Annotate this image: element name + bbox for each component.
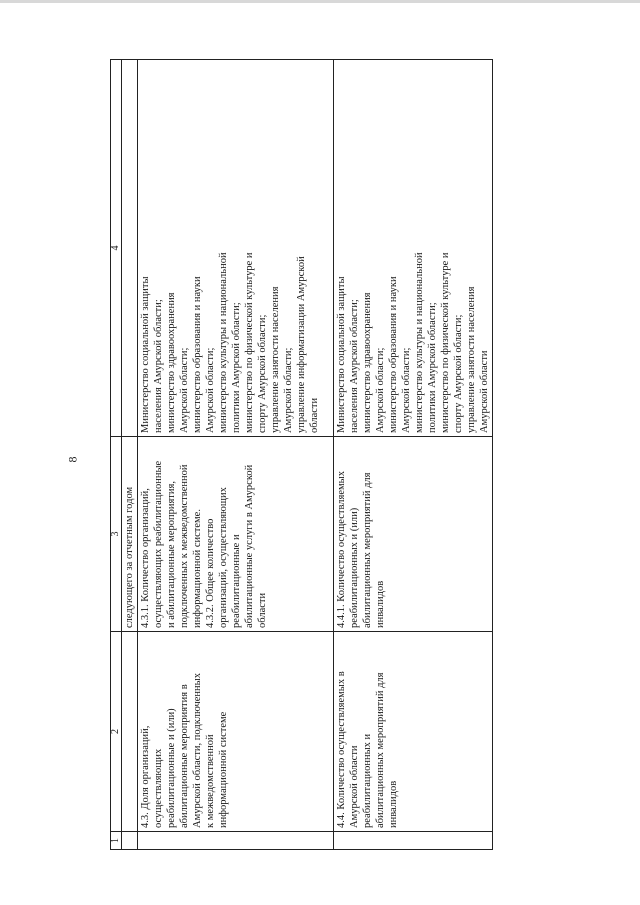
header-col-4: 4 (111, 60, 122, 437)
header-col-3: 3 (111, 437, 122, 632)
continuation-text: следующего за отчетным годом (122, 437, 138, 632)
indicator-cell: 4.3. Доля организаций, осуществляющих реабилитационные и (или) абилитационные мероприятия в Амурской области, подключенных к межведомственной информационной системе (138, 632, 334, 832)
page-number: 8 (65, 456, 80, 463)
header-col-1: 1 (111, 832, 122, 850)
indicator-cell: 4.4. Количество осуществляемых в Амурской области реабилитационных и абилитационных мероприятий для инвалидов (334, 632, 493, 832)
empty-cell (122, 832, 138, 850)
header-row (111, 60, 122, 850)
table-row (138, 60, 334, 850)
table-row (334, 60, 493, 850)
rotated-table-wrapper (110, 60, 490, 850)
empty-cell (138, 832, 334, 850)
calculation-cell: 4.3.1. Количество организаций, осуществляющих реабилитационные и абилитационные мероприятия, подключенных к межведомственной информационной системе. 4.3.2. Общее количество организаций, осуществляющих реабилитационные и абилитационные услуги в Амурской области (138, 437, 334, 632)
header-col-2: 2 (111, 632, 122, 832)
continuation-row (122, 60, 138, 850)
measures-table (110, 59, 493, 850)
empty-cell (122, 632, 138, 832)
scan-edge (0, 0, 640, 3)
responsible-cell: Министерство социальной защиты населения Амурской области; министерство здравоохранения Амурской области; министерство образования и науки Амурской области; министерство культуры и национальной политики Амурской области; министерство по физической культуре и спорту Амурской области; управление занятости населения Амурской области; управление информатизации Амурской области (138, 60, 334, 437)
empty-cell (122, 60, 138, 437)
responsible-cell: Министерство социальной защиты населения Амурской области; министерство здравоохранения Амурской области; министерство образования и науки Амурской области; министерство культуры и национальной политики Амурской области; министерство по физической культуре и спорту Амурской области; управление занятости населения Амурской области (334, 60, 493, 437)
empty-cell (334, 832, 493, 850)
calculation-cell: 4.4.1. Количество осуществляемых реабилитационных и (или) абилитационных мероприятий для инвалидов (334, 437, 493, 632)
